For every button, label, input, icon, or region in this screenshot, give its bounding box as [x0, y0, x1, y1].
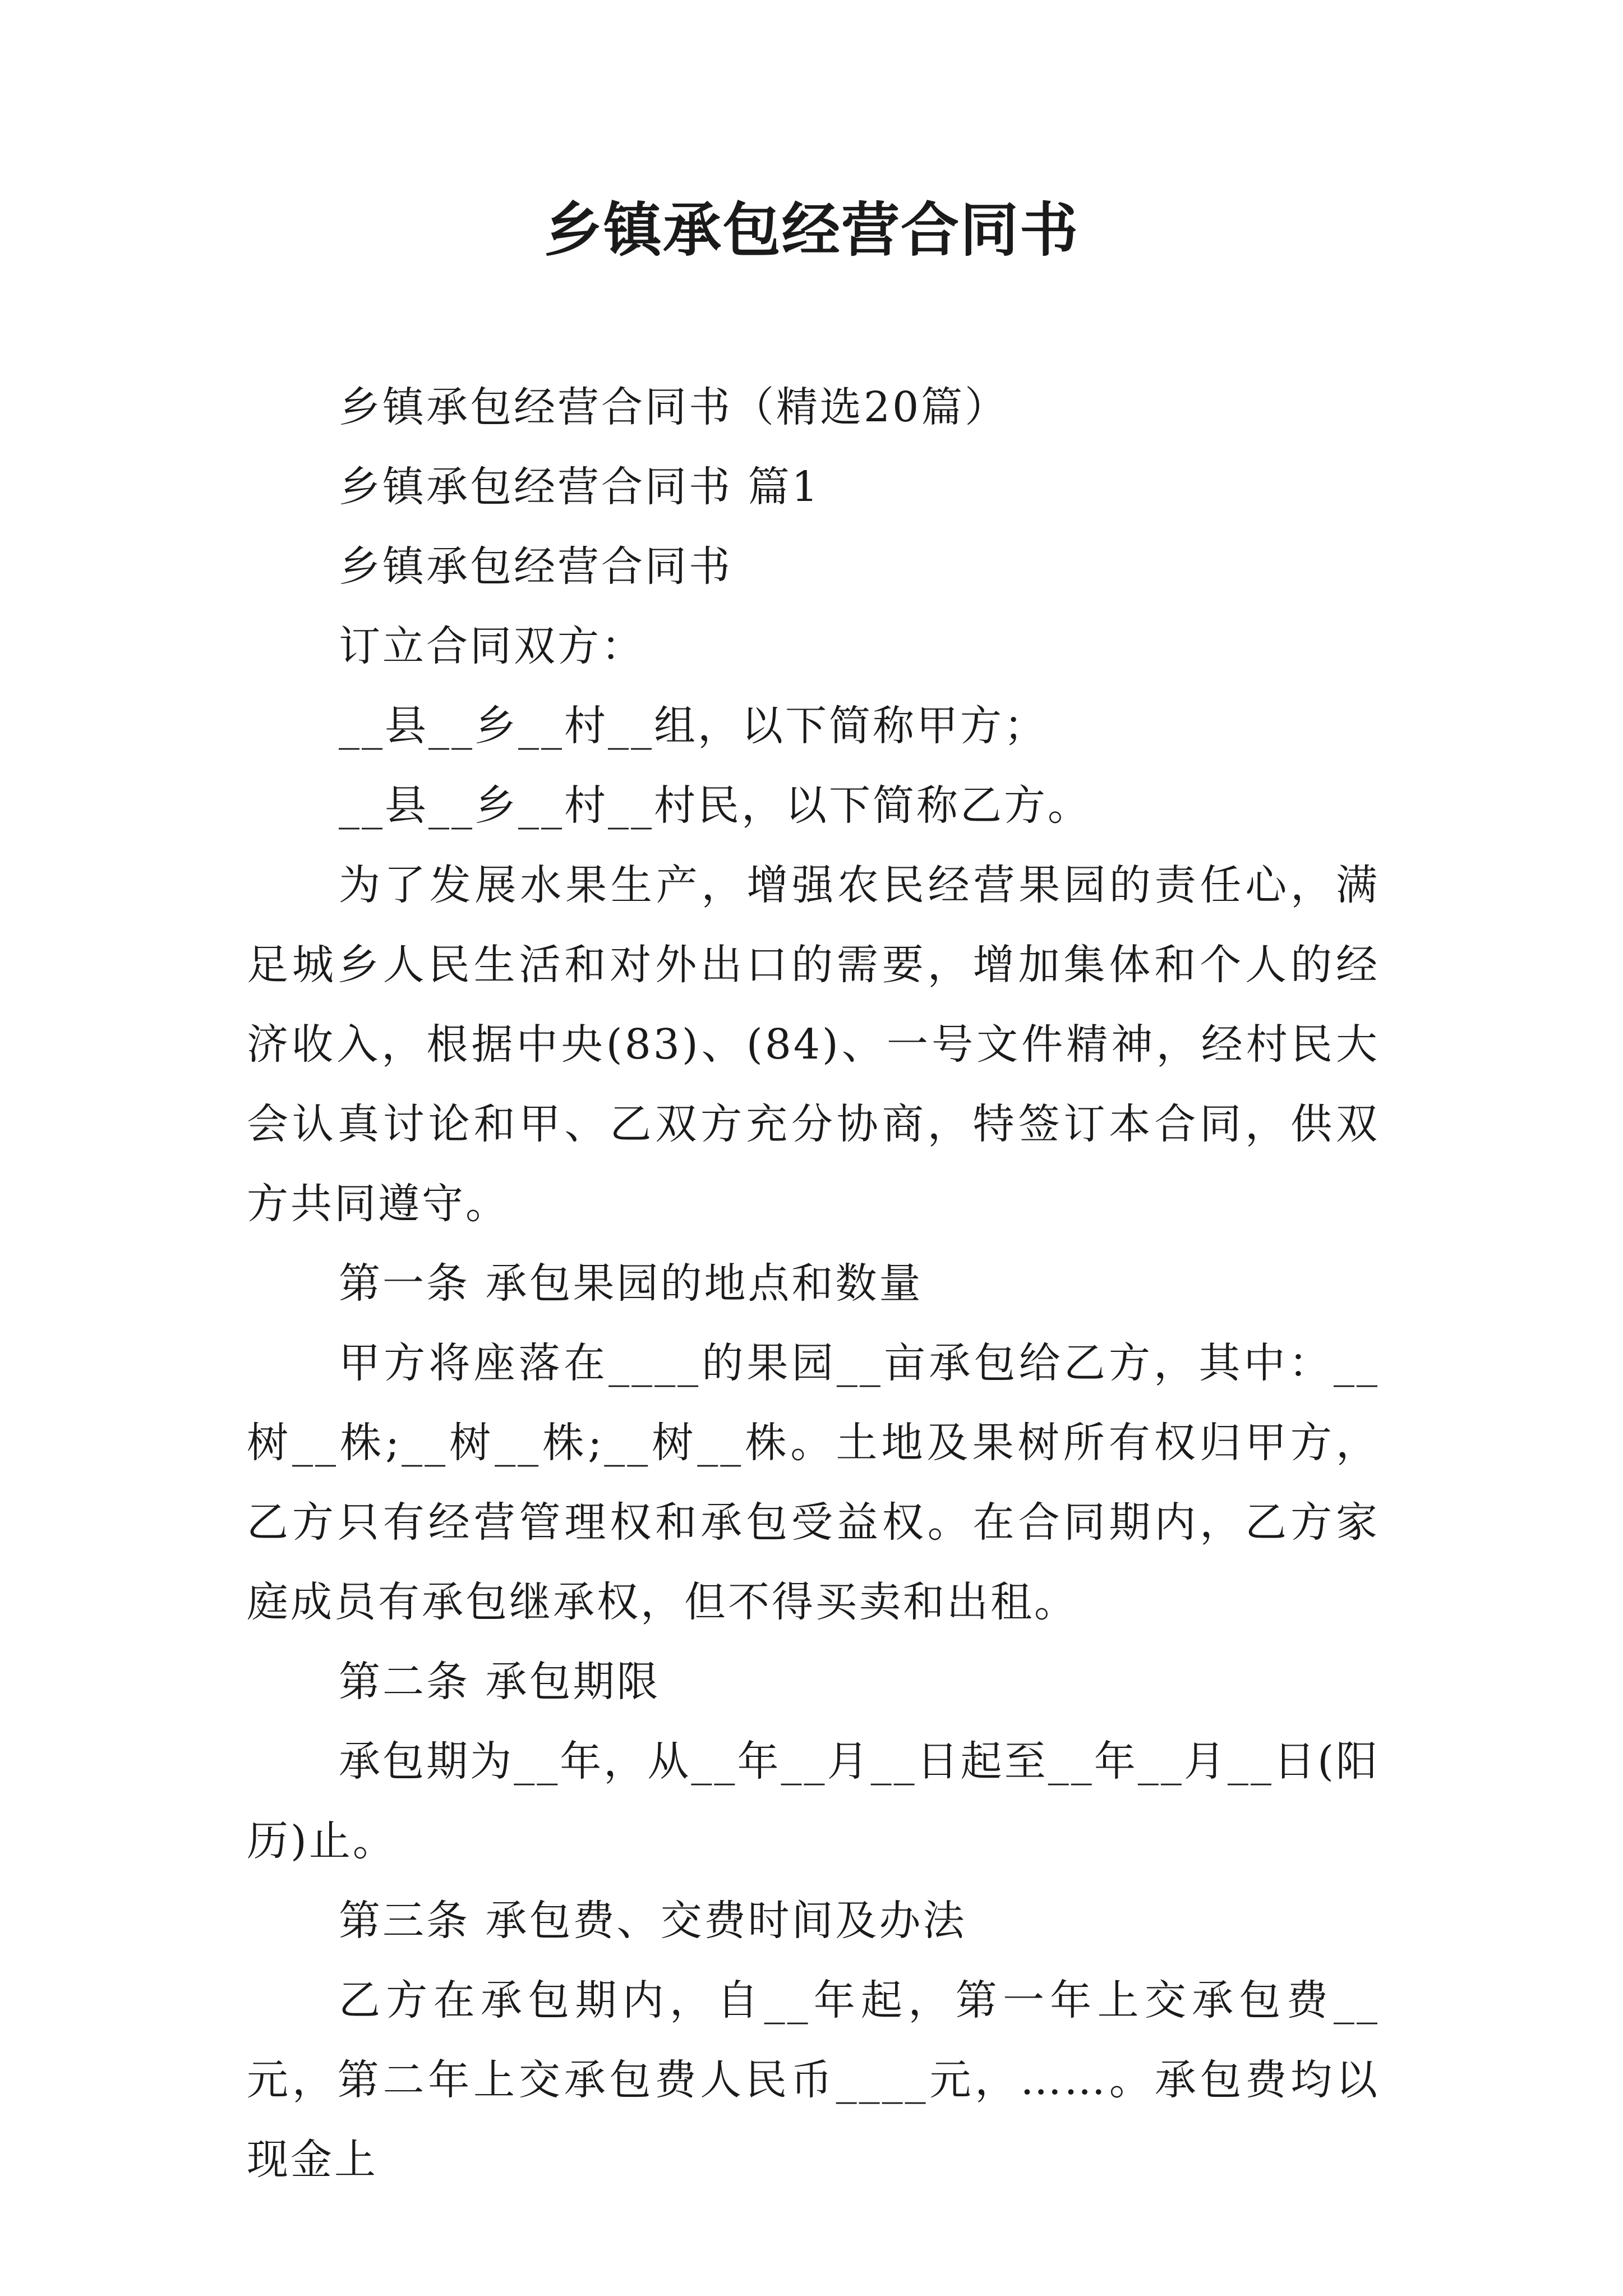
article-3-body: 乙方在承包期内，自__年起，第一年上交承包费__元，第二年上交承包费人民币____元，……。承包费均以现金上 — [247, 1976, 1380, 2184]
paragraph-contract-name: 乡镇承包经营合同书 — [339, 542, 732, 591]
paragraph-subtitle: 乡镇承包经营合同书（精选20篇） — [339, 383, 1009, 431]
article-1-heading: 第一条 承包果园的地点和数量 — [339, 1259, 923, 1308]
article-2-heading: 第二条 承包期限 — [339, 1658, 661, 1706]
article-1-body: 甲方将座落在____的果园__亩承包给乙方，其中：__树__株;__树__株;__树__株。土地及果树所有权归甲方，乙方只有经营管理权和承包受益权。在合同期内，乙方家庭成员有承包继承权，但不得买卖和出租。 — [247, 1339, 1380, 1626]
article-2-body: 承包期为__年，从__年__月__日起至__年__月__日(阳历)止。 — [247, 1737, 1380, 1865]
document-title: 乡镇承包经营合同书 — [543, 195, 1079, 264]
paragraph-party-a: __县__乡__村__组，以下简称甲方； — [339, 702, 1048, 750]
paragraph-section-heading: 乡镇承包经营合同书 篇1 — [339, 463, 820, 511]
document-body — [247, 367, 1380, 2200]
paragraph-preamble: 为了发展水果生产，增强农民经营果园的责任心，满足城乡人民生活和对外出口的需要，增加集体和个人的经济收入，根据中央(83)、(84)、一号文件精神，经村民大会认真讨论和甲、乙双方充分协商，特签订本合同，供双方共同遵守。 — [247, 861, 1380, 1228]
paragraph-parties-heading: 订立合同双方： — [339, 622, 645, 670]
paragraph-party-b: __县__乡__村__村民，以下简称乙方。 — [339, 781, 1091, 830]
article-3-heading: 第三条 承包费、交费时间及办法 — [339, 1897, 967, 1945]
